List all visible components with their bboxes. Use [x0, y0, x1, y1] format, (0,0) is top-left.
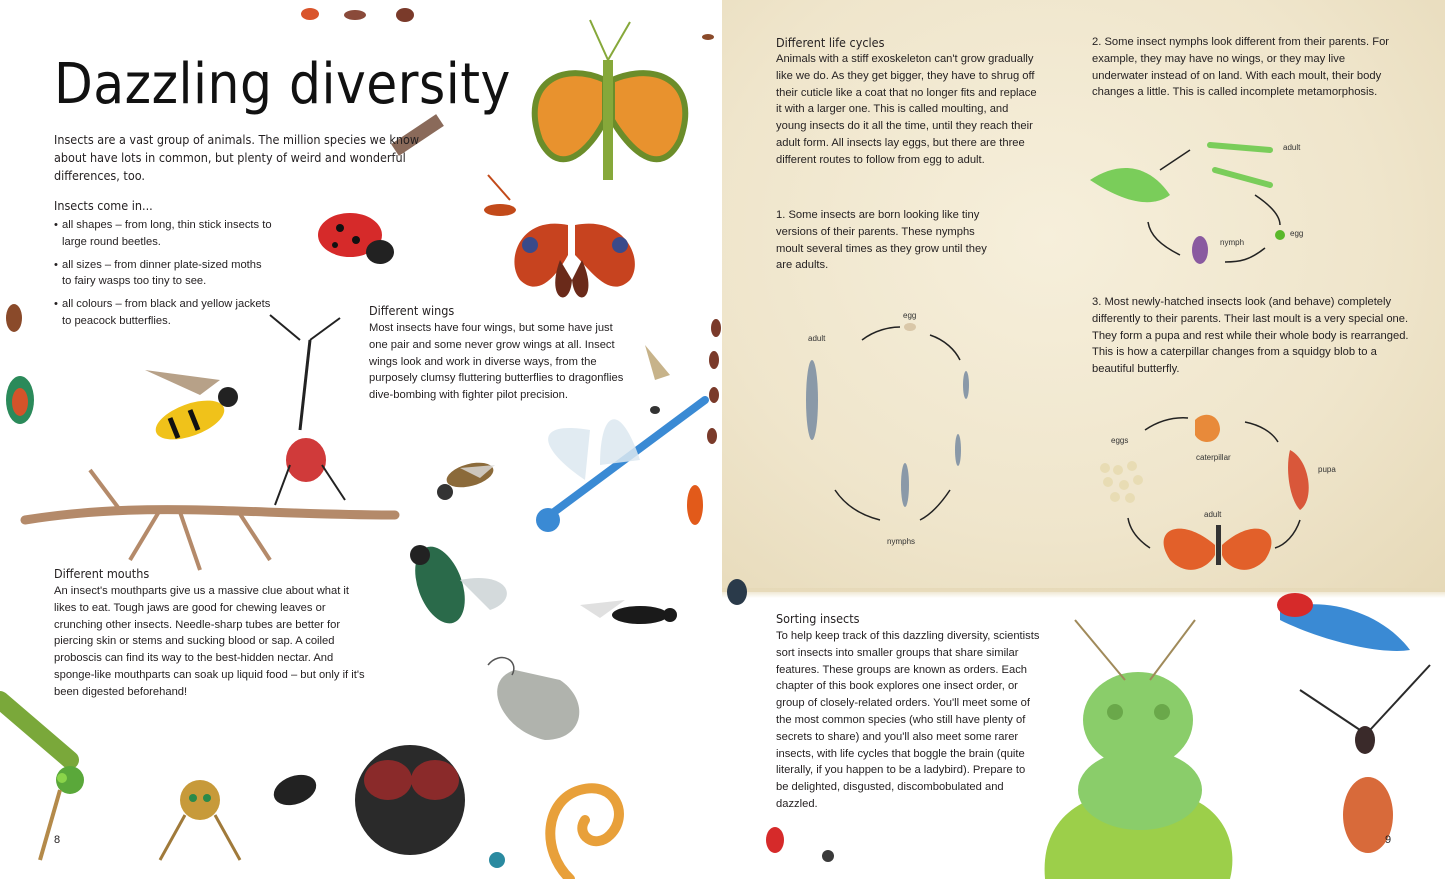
small-beetle-icon	[489, 852, 505, 868]
wings-paragraph: Most insects have four wings, but some have just one pair and some never grow wings at all. Insect wings look and work in diverse ways, from the purposely clumsy fluttering butterflies to dragonflies dive-bombing with fighter pilot precision.	[369, 322, 624, 402]
route1-cycle-icon	[806, 323, 969, 520]
crane-fly-icon	[160, 780, 240, 860]
route1-label-egg: egg	[903, 311, 917, 320]
route1-label-adult: adult	[808, 334, 826, 343]
stick-insect-icon	[25, 470, 395, 570]
route2-label-adult: adult	[1283, 143, 1301, 152]
route3-label-adult: adult	[1204, 510, 1222, 519]
route1-label-nymphs: nymphs	[887, 537, 916, 546]
bee-icon	[437, 458, 496, 500]
tiny-bugs-top-icon	[301, 8, 714, 40]
hover-fly-icon	[687, 485, 703, 525]
giraffe-weevil-icon	[270, 315, 345, 505]
route3-cycle-icon	[1100, 415, 1309, 570]
left-edge-bugs-icon	[6, 304, 34, 424]
list-item: • all sizes – from dinner plate-sized moths to fairy wasps too tiny to see.	[54, 257, 274, 291]
housefly-icon	[355, 745, 465, 855]
route3-label-caterpillar: caterpillar	[1196, 453, 1231, 462]
route3-paragraph: 3. Most newly-hatched insects look (and behave) completely differently to their parents. Their last moult is a very special one. They form a pupa and rest while their whole body is rearranged. This is how a caterpillar changes from a squidgy blob to a beautiful butterfly.	[1092, 296, 1409, 376]
peacock-butterfly-icon	[514, 224, 634, 298]
wings-heading: Different wings	[369, 303, 455, 318]
green-fly-icon	[406, 540, 507, 630]
weevil-icon	[270, 769, 321, 810]
small-insects-right-icon	[645, 319, 721, 444]
red-bug-icon	[766, 827, 834, 862]
sorting-heading: Sorting insects	[776, 611, 860, 626]
green-lacewing-icon	[0, 700, 84, 860]
page-number-right: 9	[1385, 834, 1392, 846]
mantis-icon	[535, 20, 686, 180]
lifecycles-heading: Different life cycles	[776, 35, 885, 50]
yellow-wasp-icon	[145, 370, 238, 447]
grasshopper-icon	[1045, 620, 1233, 879]
proboscis-spiral-icon	[550, 788, 619, 879]
route2-label-nymph: nymph	[1220, 238, 1245, 247]
mouths-paragraph: An insect's mouthparts give us a massive clue about what it likes to eat. Tough jaws are good for chewing leaves or crunching other insects. Needle-sharp tubes are better for piercing skin or stems and sucking blood or sap. A coiled proboscis can find its way to the best-hidden nectar. And sponge-like mouthparts can soak up liquid food – but only if it's been digested beforehand!	[54, 585, 365, 698]
come-in-heading: Insects come in...	[54, 198, 153, 213]
winged-ant-icon	[580, 600, 677, 624]
list-item: • all colours – from black and yellow jackets to peacock butterflies.	[54, 296, 274, 330]
dragonfly-icon	[536, 400, 705, 532]
sorting-paragraph: To help keep track of this dazzling diversity, scientists sort insects into smaller groups that share similar features. These groups are known as orders. Each chapter of this book explores one insect order, or group of closely-related orders. You'll meet some of the most common species (who still have plenty of secrets to share) and you'll also meet some rarer insects, with life cycles that boggle the brain (quite literally, if you happen to be a ladybird). Prepare to be delighted, disgusted, discombobulated and dazzled.	[776, 630, 1040, 810]
route3-label-eggs: eggs	[1111, 436, 1129, 445]
route1-paragraph: 1. Some insects are born looking like tiny versions of their parents. These nymphs moult several times as they grow until they are adults.	[776, 209, 987, 272]
intro-paragraph: Insects are a vast group of animals. The million species we know about have lots in common, but plenty of weird and wonderful differences, too.	[54, 132, 420, 183]
moth-icon	[488, 658, 579, 740]
page-title: Dazzling diversity	[54, 52, 511, 117]
page-number-left: 8	[54, 834, 61, 846]
mouths-heading: Different mouths	[54, 566, 150, 581]
route2-label-egg: egg	[1290, 229, 1304, 238]
route3-label-pupa: pupa	[1318, 465, 1336, 474]
come-in-list	[54, 217, 274, 336]
lifecycles-paragraph: Animals with a stiff exoskeleton can't grow gradually like we do. As they get bigger, they have to shrug off their cuticle like a coat that no longer fits and replace it with a larger one. This is called moulting, and young insects do it all the time, until they reach their adult form. All insects lay eggs, but there are three different routes to follow from egg to adult.	[776, 53, 1037, 166]
small-wasp-icon	[484, 175, 516, 216]
list-item: • all shapes – from long, thin stick insects to large round beetles.	[54, 217, 274, 251]
route2-paragraph: 2. Some insect nymphs look different from their parents. For example, they may have no wings, or they may live underwater instead of on land. With each moult, their body changes a little. This is called incomplete metamorphosis.	[1092, 36, 1390, 99]
route2-cycle-icon	[1090, 145, 1285, 264]
